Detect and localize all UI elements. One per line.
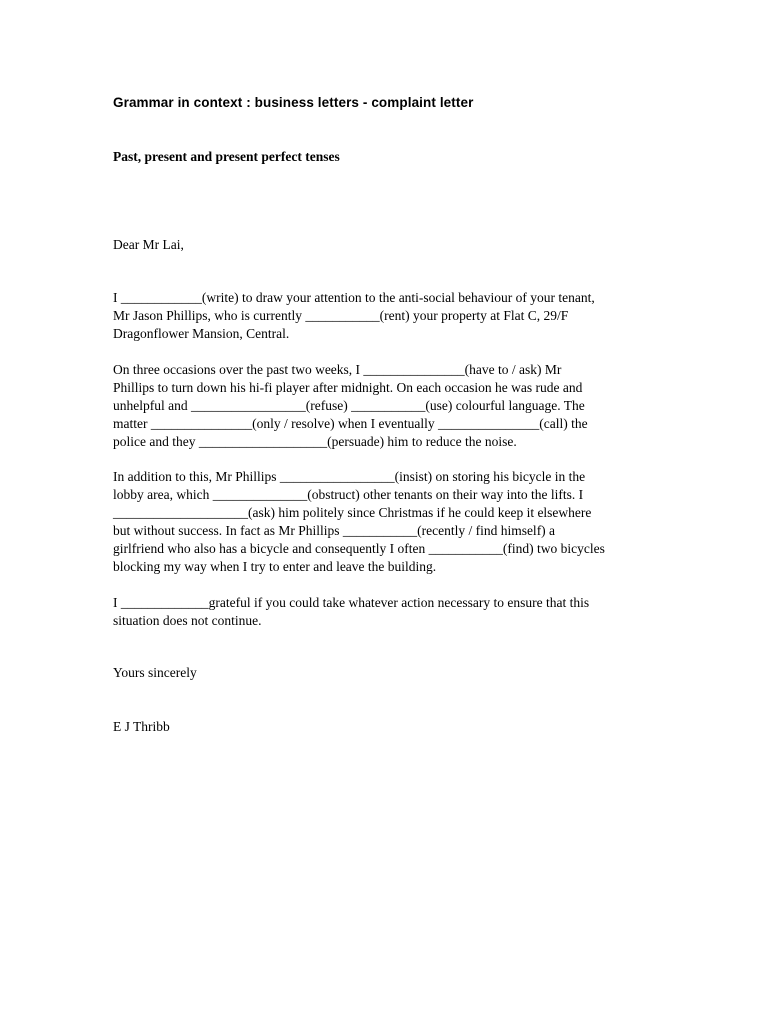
paragraph-line: ____________________(ask) him politely since Christmas if he could keep it elsewhere bbox=[113, 505, 592, 520]
paragraph-line: On three occasions over the past two weeks, I _______________(have to / ask) Mr bbox=[113, 362, 562, 377]
letter-paragraph-1 bbox=[113, 289, 658, 343]
letter-closing: Yours sincerely bbox=[113, 665, 197, 680]
paragraph-line: police and they ___________________(persuade) him to reduce the noise. bbox=[113, 434, 517, 449]
paragraph-line: girlfriend who also has a bicycle and consequently I often ___________(find) two bicycles bbox=[113, 541, 605, 556]
paragraph-line: but without success. In fact as Mr Phillips ___________(recently / find himself) a bbox=[113, 523, 556, 538]
paragraph-line: Dragonflower Mansion, Central. bbox=[113, 326, 290, 341]
paragraph-line: lobby area, which ______________(obstruct) other tenants on their way into the lifts. I bbox=[113, 487, 584, 502]
paragraph-line: I _____________grateful if you could take whatever action necessary to ensure that this bbox=[113, 595, 590, 610]
letter-salutation: Dear Mr Lai, bbox=[113, 237, 184, 252]
letter-signature: E J Thribb bbox=[113, 719, 170, 734]
paragraph-line: Mr Jason Phillips, who is currently ___________(rent) your property at Flat C, 29/F bbox=[113, 308, 569, 323]
paragraph-line: matter _______________(only / resolve) when I eventually _______________(call) the bbox=[113, 416, 588, 431]
document-subtitle: Past, present and present perfect tenses bbox=[113, 149, 340, 164]
paragraph-line: blocking my way when I try to enter and leave the building. bbox=[113, 559, 437, 574]
letter-paragraph-3 bbox=[113, 468, 658, 576]
paragraph-line: situation does not continue. bbox=[113, 613, 262, 628]
paragraph-line: unhelpful and _________________(refuse) ___________(use) colourful language. The bbox=[113, 398, 585, 413]
letter-paragraph-4 bbox=[113, 594, 658, 630]
letter-paragraph-2 bbox=[113, 361, 658, 451]
paragraph-line: In addition to this, Mr Phillips _________________(insist) on storing his bicycle in the bbox=[113, 469, 586, 484]
paragraph-line: I ____________(write) to draw your attention to the anti-social behaviour of your tenant, bbox=[113, 290, 595, 305]
document-title: Grammar in context : business letters - complaint letter bbox=[113, 95, 474, 110]
paragraph-line: Phillips to turn down his hi-fi player after midnight. On each occasion he was rude and bbox=[113, 380, 583, 395]
